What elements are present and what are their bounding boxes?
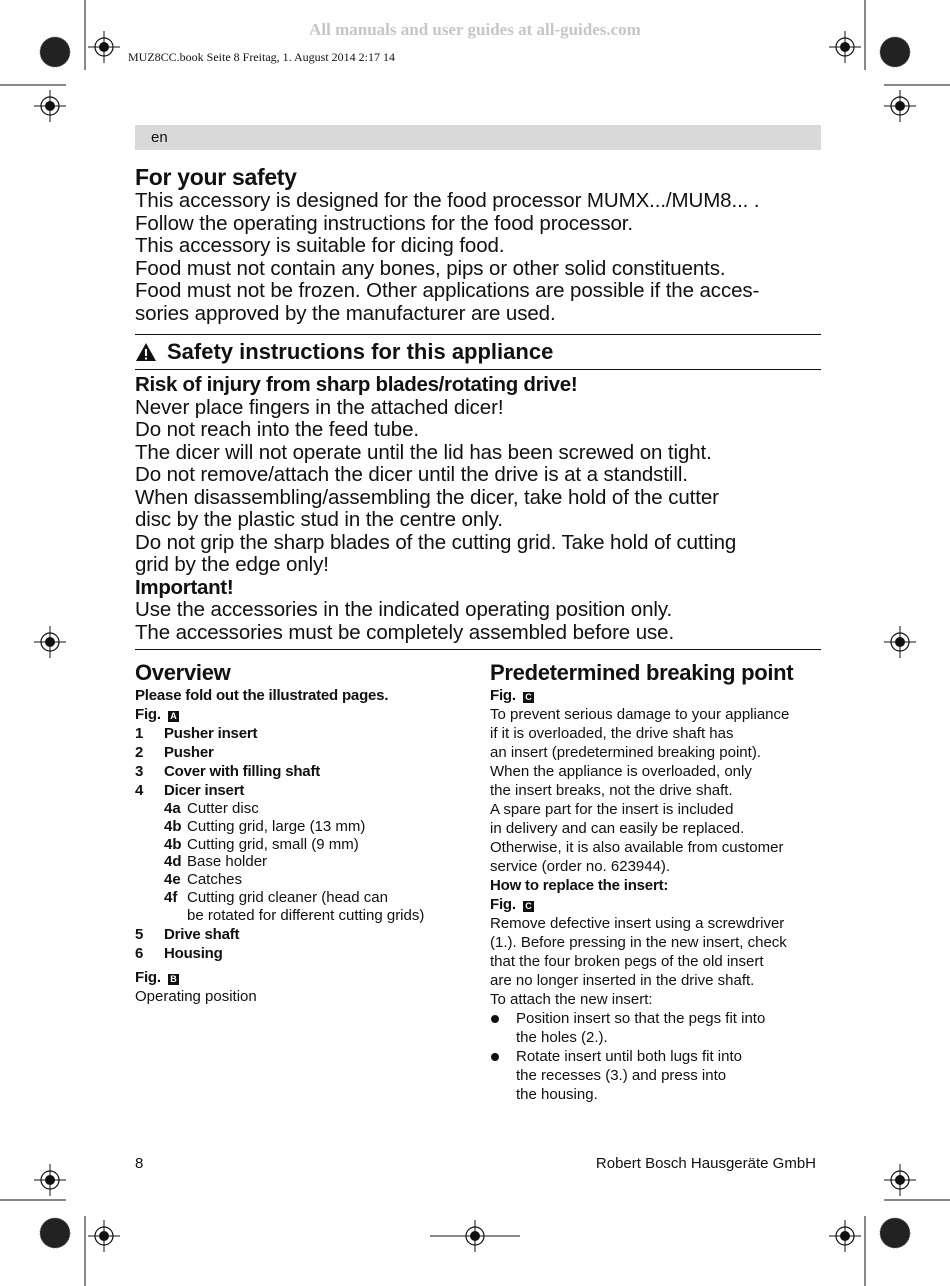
text-line: Rotate insert until both lugs fit into (516, 1048, 742, 1065)
text-line: Otherwise, it is also available from customer (490, 839, 784, 856)
text-line: grid by the edge only! (135, 553, 329, 576)
figure-ref-b: Fig. B (135, 968, 465, 987)
text-line: When disassembling/assembling the dicer, take hold of the cutter (135, 485, 719, 509)
list-item: 5 Drive shaft (135, 925, 240, 943)
registration-mark-icon (884, 1164, 916, 1196)
safety-section (135, 164, 825, 325)
text-line: Position insert so that the pegs fit into (516, 1010, 766, 1027)
bullet-item (490, 1009, 825, 1047)
sub-list-item: 4b Cutting grid, large (13 mm) (164, 817, 366, 835)
sub-list-item: 4e Catches (164, 871, 243, 889)
registration-burst-icon (40, 37, 70, 67)
instructions-body (135, 374, 825, 644)
divider (135, 649, 821, 650)
figure-ref-a: Fig. A (135, 705, 465, 724)
text-line: This accessory is suitable for dicing food. (135, 234, 505, 257)
sub-list-item: 4d Base holder (164, 853, 268, 871)
list-item: 3 Cover with filling shaft (135, 763, 321, 780)
text-line: sories approved by the manufacturer are used. (135, 301, 556, 325)
text-line: Do not remove/attach the dicer until the drive is at a standstill. (135, 463, 688, 486)
text-line: Never place fingers in the attached dicer! (135, 395, 504, 419)
text-line: that the four broken pegs of the old insert (490, 953, 764, 970)
text-line: the insert breaks, not the drive shaft. (490, 782, 733, 799)
overview-section (135, 660, 465, 1006)
important-heading: Important! (135, 575, 234, 599)
risk-heading: Risk of injury from sharp blades/rotating drive! (135, 373, 578, 396)
breaking-point-title: Predetermined breaking point (490, 660, 794, 685)
text-line: the holes (2.). (516, 1029, 608, 1046)
language-bar (135, 125, 821, 150)
company-name: Robert Bosch Hausgeräte GmbH (595, 1155, 816, 1172)
text-line: Remove defective insert using a screwdriver (490, 915, 785, 932)
registration-mark-icon (884, 90, 916, 122)
list-item: 1 Pusher insert (135, 725, 258, 742)
divider (135, 369, 821, 370)
book-info-line: MUZ8CC.book Seite 8 Freitag, 1. August 2014 2:17 14 (128, 50, 395, 64)
text-line: Food must not be frozen. Other applications are possible if the acces- (135, 279, 760, 302)
registration-burst-icon (40, 1218, 70, 1248)
text-line: Do not reach into the feed tube. (135, 418, 420, 441)
text-line: the housing. (516, 1086, 598, 1103)
figure-letter-badge: B (168, 974, 179, 985)
registration-burst-icon (880, 37, 910, 67)
list-item: 4 Dicer insert (135, 782, 245, 799)
page-number: 8 (135, 1155, 144, 1172)
figure-letter-badge: C (523, 692, 534, 703)
figure-ref-c: Fig. C (490, 686, 825, 705)
overview-title: Overview (135, 660, 231, 685)
sub-list-item: be rotated for different cutting grids) (187, 906, 425, 924)
text-line: an insert (predetermined breaking point). (490, 744, 761, 761)
registration-burst-icon (880, 1218, 910, 1248)
text-line: Use the accessories in the indicated operating position only. (135, 598, 673, 621)
divider (135, 334, 821, 335)
instructions-heading (135, 339, 821, 365)
sub-list-item: 4b Cutting grid, small (9 mm) (164, 835, 359, 853)
sub-list-item: 4f Cutting grid cleaner (head can (164, 888, 388, 906)
text-line: disc by the plastic stud in the centre only. (135, 508, 503, 531)
registration-mark-icon (34, 1164, 66, 1196)
text-line: To prevent serious damage to your appliance (490, 706, 790, 723)
figure-ref-c: Fig. C (490, 895, 825, 914)
text-line: are no longer inserted in the drive shaft. (490, 972, 755, 989)
registration-mark-icon (34, 90, 66, 122)
text-line: in delivery and can easily be replaced. (490, 820, 745, 837)
text-line: (1.). Before pressing in the new insert, check (490, 934, 787, 951)
safety-title: For your safety (135, 164, 297, 190)
registration-mark-icon (88, 1220, 120, 1252)
bullet-icon (490, 1009, 516, 1047)
instructions-title: Safety instructions for this appliance (167, 339, 554, 364)
text-line: The accessories must be completely assembled before use. (135, 620, 675, 644)
text-line: Food must not contain any bones, pips or other solid constituents. (135, 256, 726, 280)
bullet-item (490, 1047, 825, 1104)
registration-mark-icon (34, 626, 66, 658)
watermark: All manuals and user guides at all-guides.com (309, 20, 641, 39)
figure-letter-badge: C (523, 901, 534, 912)
replace-heading: How to replace the insert: (490, 877, 669, 894)
operating-position: Operating position (135, 987, 257, 1005)
warning-triangle-icon (135, 342, 157, 362)
bullet-icon (490, 1047, 516, 1104)
language-code: en (151, 129, 168, 146)
list-item: 2 Pusher (135, 744, 214, 761)
figure-letter-badge: A (168, 711, 179, 722)
registration-mark-icon (884, 626, 916, 658)
text-line: the recesses (3.) and press into (516, 1067, 727, 1084)
attach-intro: To attach the new insert: (490, 991, 653, 1008)
text-line: if it is overloaded, the drive shaft has (490, 725, 734, 742)
text-line: A spare part for the insert is included (490, 801, 734, 818)
list-item: 6 Housing (135, 944, 223, 962)
text-line: Follow the operating instructions for the food processor. (135, 211, 633, 235)
sub-list-item: 4a Cutter disc (164, 800, 259, 817)
text-line: The dicer will not operate until the lid has been screwed on tight. (135, 440, 712, 464)
fold-note: Please fold out the illustrated pages. (135, 687, 389, 704)
text-line: This accessory is designed for the food processor MUMX.../MUM8... . (135, 189, 760, 212)
safety-text (135, 190, 825, 325)
text-line: service (order no. 623944). (490, 858, 671, 875)
registration-mark-icon (829, 1220, 861, 1252)
breaking-point-section (490, 660, 825, 1104)
text-line: Do not grip the sharp blades of the cutting grid. Take hold of cutting (135, 530, 737, 554)
text-line: When the appliance is overloaded, only (490, 763, 752, 780)
